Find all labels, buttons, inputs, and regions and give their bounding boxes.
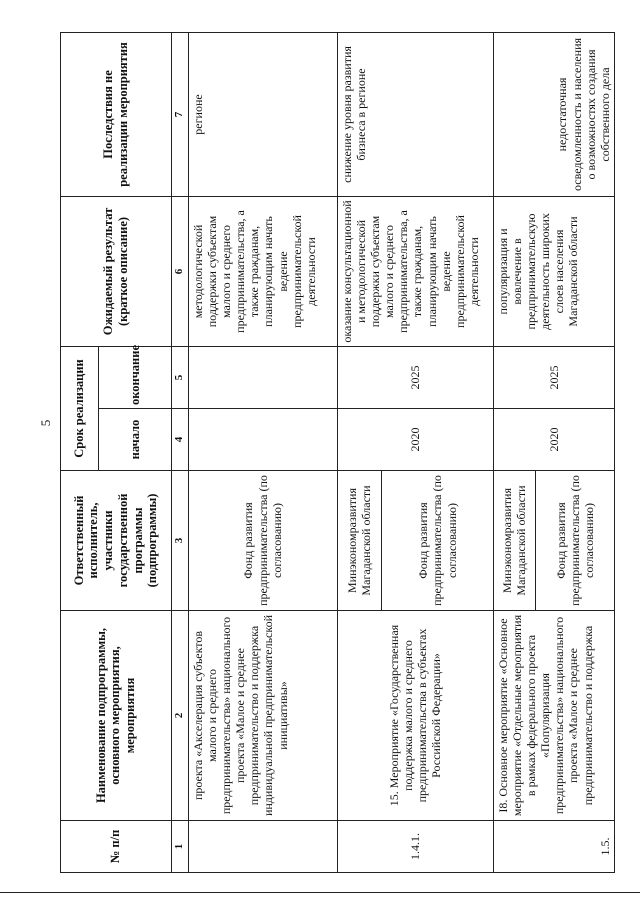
row-name: 15. Мероприятие «Государственная поддержка малого и среднего предпринимательства в субъектах Российской Федерации» [337,611,493,821]
header-num: № п/п [61,821,172,873]
header-row-1 [61,32,99,872]
row-result: популяризация и вовлечение в предпринимательскую деятельность широких слоев населения Магаданской области [493,196,614,346]
row-executor-top: Минэкономразвития Магаданской области [493,471,536,611]
measures-table [60,32,615,873]
row-consequences: недостаточная осведомленность и населения о возможностях создания собственного дела [493,32,614,196]
row-result: методологической поддержки субъектам малого и среднего предпринимательства, а также гражданам, планирующим начать ведение предпринимательской деятельности [188,196,337,346]
col-number: 7 [171,32,188,196]
row-end: 2025 [337,346,493,408]
row-executor-bottom: Фонд развития предпринимательства (по согласованию) [188,471,337,611]
page-number: 5 [38,419,53,427]
bottom-rule [0,892,640,893]
table-row [337,32,382,872]
col-number: 1 [171,821,188,873]
header-start: начало [99,409,171,471]
row-executor-bottom: Фонд развития предпринимательства (по согласованию) [382,471,493,611]
col-number: 5 [171,346,188,408]
row-executor-top: Минэкономразвития Магаданской области [337,471,382,611]
row-consequences: регионе [188,32,337,196]
row-start [188,409,337,471]
row-name: I8. Основное мероприятие «Основное мероприятие «Отдельные мероприятия в рамках федерального проекта «Популяризация предпринимательства» национального проекта «Малое и среднее предпринимательство и поддержка [493,611,614,821]
col-number: 3 [171,471,188,611]
row-executor-bottom: Фонд развития предпринимательства (по согласованию) [536,471,615,611]
row-start: 2020 [493,409,614,471]
header-term: Срок реализации [61,346,99,470]
row-name: проекта «Акселерация субъектов малого и среднего предпринимательства» национального проекта «Малое и среднее предпринимательство и поддержка индивидуальной предпринимательской инициативы» [188,611,337,821]
row-result: оказание консультационной и методологической поддержки субъектам малого и среднего предпринимательства, а также гражданам, планирующим начать ведение предпринимательской деятельности [337,196,493,346]
table-row [188,32,337,872]
column-number-row [171,32,188,872]
header-executor: Ответственный исполнитель, участники государственной программы (подпрограммы) [61,471,172,611]
row-end [188,346,337,408]
header-name: Наименование подпрограммы, основного мероприятия, мероприятия [61,611,172,821]
header-end: окончание [99,346,171,408]
col-number: 6 [171,196,188,346]
row-consequences: снижение уровня развития бизнеса в регионе [337,32,493,196]
header-result: Ожидаемый результат (краткое описание) [61,196,172,346]
table-row [493,32,536,872]
col-number: 4 [171,409,188,471]
rotated-table-container [60,33,615,873]
row-end: 2025 [493,346,614,408]
row-num [188,821,337,873]
row-num: 1.5. [493,821,614,873]
row-start: 2020 [337,409,493,471]
row-num: 1.4.1. [337,821,493,873]
col-number: 2 [171,611,188,821]
header-consequences: Последствия не реализации мероприятия [61,32,172,196]
